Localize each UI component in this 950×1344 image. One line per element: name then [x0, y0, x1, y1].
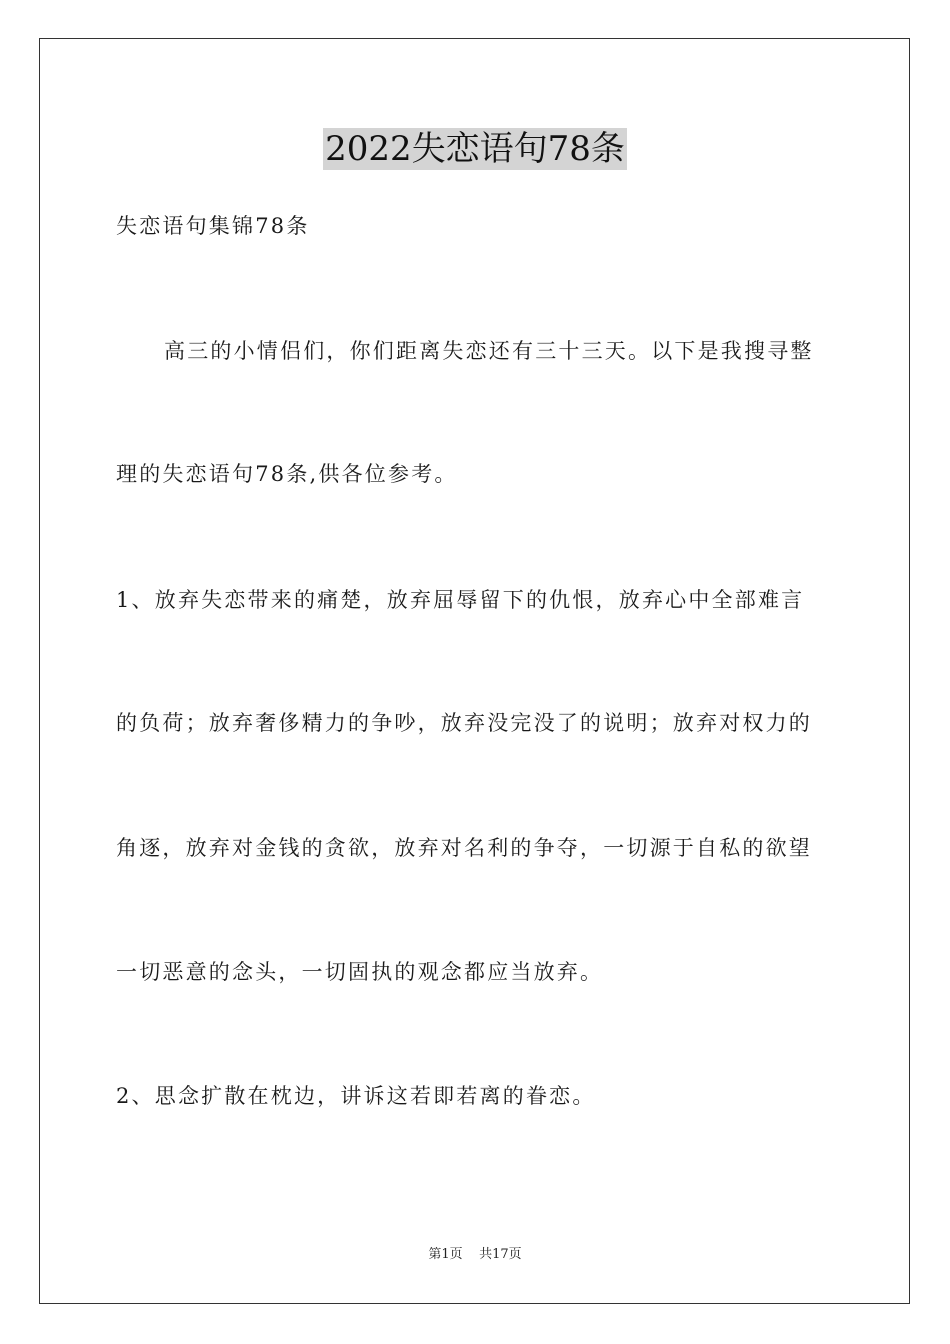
paragraph-line: 的负荷；放弃奢侈精力的争吵，放弃没完没了的说明；放弃对权力的: [116, 711, 812, 735]
page-footer: [0, 1246, 950, 1264]
paragraph-line: 一切恶意的念头，一切固执的观念都应当放弃。: [116, 960, 604, 984]
paragraph-line: 2、思念扩散在枕边，讲诉这若即若离的眷恋。: [116, 1084, 596, 1108]
page-number: 第1页: [428, 1247, 463, 1262]
paragraph-line: 高三的小情侣们，你们距离失恋还有三十三天。以下是我搜寻整: [164, 339, 814, 363]
page-total: 共17页: [479, 1247, 522, 1262]
document-title: 2022失恋语句78条: [325, 129, 625, 169]
paragraph-line: 角逐，放弃对金钱的贪欲，放弃对名利的争夺，一切源于自私的欲望: [116, 836, 812, 860]
paragraph-line: 理的失恋语句78条,供各位参考。: [116, 462, 458, 486]
document-subtitle: 失恋语句集锦78条: [116, 214, 310, 238]
title-container: [0, 128, 950, 170]
paragraph-line: 1、放弃失恋带来的痛楚，放弃屈辱留下的仇恨，放弃心中全部难言: [116, 588, 805, 612]
